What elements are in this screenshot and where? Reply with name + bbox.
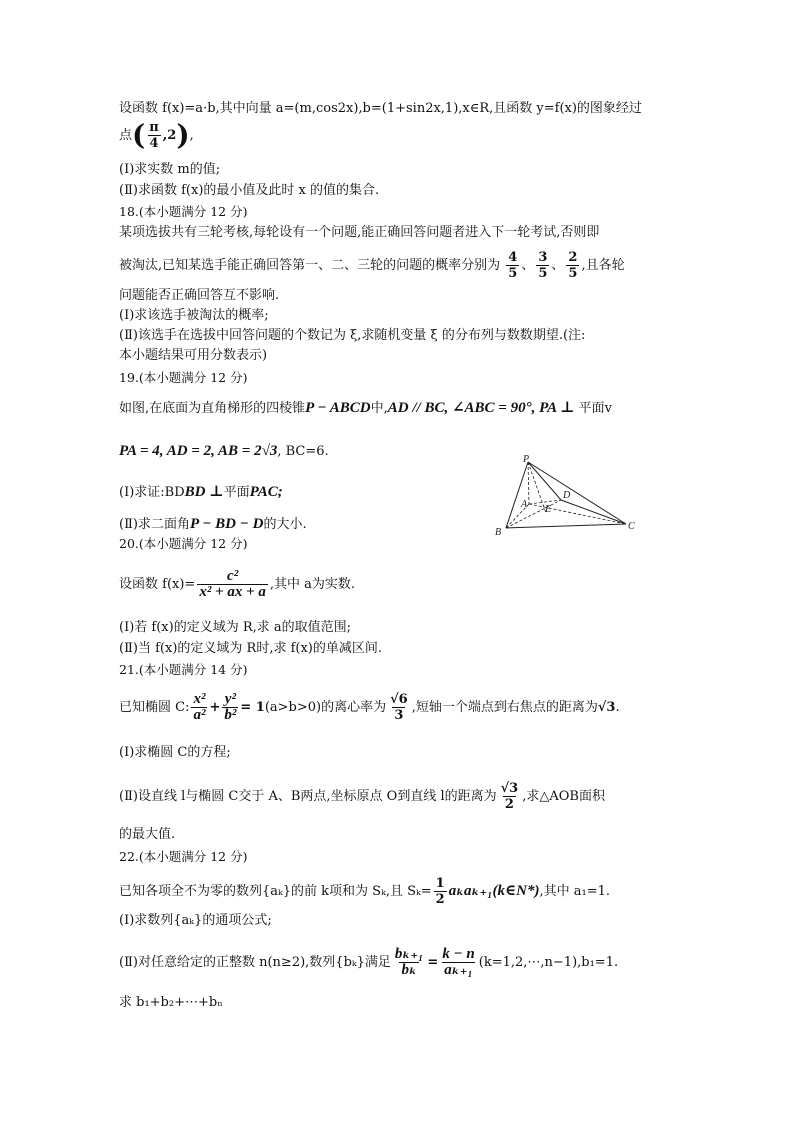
- q19-part-i-math2: PAC;: [249, 484, 283, 500]
- q17-part-ii: (Ⅱ)求函数 f(x)的最小值及此时 x 的值的集合.: [119, 183, 380, 198]
- q19-part-i-math: BD ⊥: [184, 484, 224, 500]
- q22-line1-text: 已知各项全不为零的数列{aₖ}的前 k项和为 Sₖ,且 Sₖ=: [119, 884, 432, 899]
- q21-part-ii-end: ,求△AOB面积: [522, 789, 605, 804]
- fraction-num: π: [149, 120, 159, 135]
- q18-part-ii-cont: 本小题结果可用分数表示): [119, 348, 268, 363]
- q22-line1-end: ,其中 a₁=1.: [539, 884, 610, 899]
- q19-line1: [119, 400, 612, 417]
- separator: 、: [521, 258, 535, 273]
- origin-distance: [499, 781, 521, 812]
- fraction-den: x² + ax + a: [199, 584, 266, 600]
- separator: 、: [551, 258, 565, 273]
- fraction-den: 2: [504, 797, 514, 812]
- q22-part-ii: [119, 947, 618, 978]
- period: .: [615, 700, 620, 715]
- edge-PE: [528, 462, 546, 513]
- q22-heading: 22.(本小题满分 12 分): [119, 849, 248, 864]
- fraction-num: √6: [390, 692, 408, 707]
- fraction-den: 3: [394, 708, 404, 723]
- q17-part-i: (Ⅰ)求实数 m的值;: [119, 162, 221, 177]
- q22-part-ii-text: (Ⅱ)对任意给定的正整数 n(n≥2),数列{bₖ}满足: [119, 955, 391, 970]
- fraction-den: 5: [538, 266, 548, 281]
- prob-1: [506, 250, 519, 281]
- q19-line1-text: 如图,在底面为直角梯形的四棱锥: [119, 401, 306, 416]
- q19-part-ii-end: 的大小.: [263, 517, 307, 532]
- edge-BC: [506, 524, 626, 528]
- q18-line2-text: 被淘汰,已知某选手能正确回答第一、二、三轮的问题的概率分别为: [119, 258, 501, 273]
- fraction-den: aₖ₊₁: [444, 962, 473, 978]
- fraction-num: k − n: [442, 946, 475, 962]
- q19-part-i-mid: 平面: [223, 485, 250, 500]
- q21-part-ii: [119, 781, 605, 812]
- q21-heading: 21.(本小题满分 14 分): [119, 662, 248, 677]
- q19-lengths: PA = 4, AD = 2, AB = 2√3: [119, 443, 278, 459]
- q21-part-i: (Ⅰ)求椭圆 C的方程;: [119, 745, 231, 760]
- fraction-den: 2: [435, 892, 445, 907]
- q17-point-fraction: [147, 120, 161, 151]
- label-A: A: [521, 499, 528, 510]
- fraction-num: √3: [500, 781, 519, 796]
- q22-recurrence: aₖaₖ₊₁(k∈N*): [448, 883, 540, 899]
- fraction-den: b²: [224, 707, 237, 723]
- q22-line1: [119, 876, 610, 907]
- fraction-num: c²: [227, 568, 239, 584]
- fraction-num: 3: [538, 250, 548, 265]
- equals-sign: =: [427, 955, 439, 970]
- plus-sign: +: [209, 700, 221, 715]
- edge-PD: [528, 462, 561, 500]
- q18-line2-end: ,且各轮: [581, 258, 625, 273]
- k-n-ratio: [440, 947, 476, 978]
- q19-line1-end: 平面v: [574, 401, 612, 416]
- q21-part-ii-cont: 的最大值.: [119, 827, 176, 842]
- q17-line2: [119, 120, 194, 151]
- q22-part-i: (Ⅰ)求数列{aₖ}的通项公式;: [119, 913, 272, 928]
- q20-line1: [119, 569, 355, 600]
- q19-heading: 19.(本小题满分 12 分): [119, 370, 248, 385]
- q22-part-ii-cont: 求 b₁+b₂+⋯+bₙ: [119, 995, 223, 1010]
- q19-line2: [119, 443, 329, 460]
- prob-2: [536, 250, 549, 281]
- q19-part-i-text: (Ⅰ)求证:BD: [119, 485, 185, 500]
- label-B: B: [495, 527, 502, 538]
- fraction-num: 4: [508, 250, 518, 265]
- q18-line1: 某项选拔共有三轮考核,每轮设有一个问题,能正确回答问题者进入下一轮考试,否则即: [119, 225, 600, 240]
- focus-distance: √3: [597, 700, 616, 715]
- q19-conditions: AD // BC, ∠ABC = 90°, PA ⊥: [387, 400, 575, 416]
- label-D: D: [563, 490, 571, 501]
- q21-part-ii-text: (Ⅱ)设直线 l与椭圆 C交于 A、B两点,坐标原点 O到直线 l的距离为: [119, 789, 497, 804]
- q20-line1-text: 设函数 f(x)=: [119, 577, 196, 592]
- q21-line1-end: ,短轴一个端点到右焦点的距离为: [411, 700, 598, 715]
- label-P: P: [523, 454, 530, 465]
- ellipse-x-term: [191, 692, 207, 723]
- edge-PC: [528, 462, 626, 524]
- q17-line2-end: ,: [189, 128, 194, 143]
- right-paren: ): [176, 118, 190, 152]
- fraction-den: 4: [149, 136, 159, 151]
- q17-point-rest: ,2: [162, 128, 177, 143]
- left-paren: (: [132, 118, 146, 152]
- half-fraction: [434, 876, 447, 907]
- b-ratio: [393, 947, 426, 978]
- equals-one: = 1: [240, 700, 265, 715]
- q18-line2: [119, 250, 625, 281]
- fraction-den: bₖ: [401, 962, 417, 978]
- eccentricity: [388, 692, 410, 723]
- q19-part-i: [119, 484, 283, 501]
- q20-fraction: [197, 569, 268, 600]
- fraction-den: 5: [568, 266, 578, 281]
- q19-line2-end: , BC=6.: [277, 444, 329, 459]
- fraction-num: bₖ₊₁: [394, 946, 424, 962]
- q18-line3: 问题能否正确回答互不影响.: [119, 288, 280, 303]
- q19-line1-mid: 中,: [370, 401, 388, 416]
- fraction-den: a²: [193, 707, 206, 723]
- fraction-num: 2: [568, 250, 578, 265]
- pyramid-figure: [490, 452, 640, 540]
- q21-line1: [119, 692, 620, 723]
- ellipse-y-term: [222, 692, 238, 723]
- q17-line1: 设函数 f(x)=a·b,其中向量 a=(m,cos2x),b=(1+sin2x,1),x∈R,且函数 y=f(x)的图象经过: [119, 101, 642, 116]
- q20-line1-end: ,其中 a为实数.: [269, 577, 356, 592]
- label-E: E: [545, 504, 552, 515]
- q18-heading: 18.(本小题满分 12 分): [119, 204, 248, 219]
- q19-part-ii: [119, 516, 307, 533]
- q21-condition: (a>b>0)的离心率为: [264, 700, 387, 715]
- q17-point-label: 点: [119, 128, 133, 143]
- prob-3: [566, 250, 579, 281]
- edge-PA: [528, 462, 529, 504]
- label-C: C: [628, 521, 635, 532]
- q20-heading: 20.(本小题满分 12 分): [119, 536, 248, 551]
- q18-part-ii: (Ⅱ)该选手在选拔中回答问题的个数记为 ξ,求随机变量 ξ 的分布列与数数期望.(注:: [119, 328, 586, 343]
- q19-part-ii-text: (Ⅱ)求二面角: [119, 517, 190, 532]
- fraction-num: x²: [193, 691, 206, 707]
- fraction-num: 1: [435, 876, 445, 891]
- q22-part-ii-end: (k=1,2,⋯,n−1),b₁=1.: [478, 955, 619, 970]
- pyramid-name: P − ABCD: [305, 400, 371, 416]
- q20-part-ii: (Ⅱ)当 f(x)的定义域为 R时,求 f(x)的单减区间.: [119, 641, 383, 656]
- q18-part-i: (Ⅰ)求该选手被淘汰的概率;: [119, 308, 269, 323]
- q21-line1-text: 已知椭圆 C:: [119, 700, 190, 715]
- q20-part-i: (Ⅰ)若 f(x)的定义域为 R,求 a的取值范围;: [119, 620, 352, 635]
- fraction-num: y²: [224, 691, 236, 707]
- fraction-den: 5: [508, 266, 518, 281]
- dihedral-angle: P − BD − D: [189, 516, 264, 532]
